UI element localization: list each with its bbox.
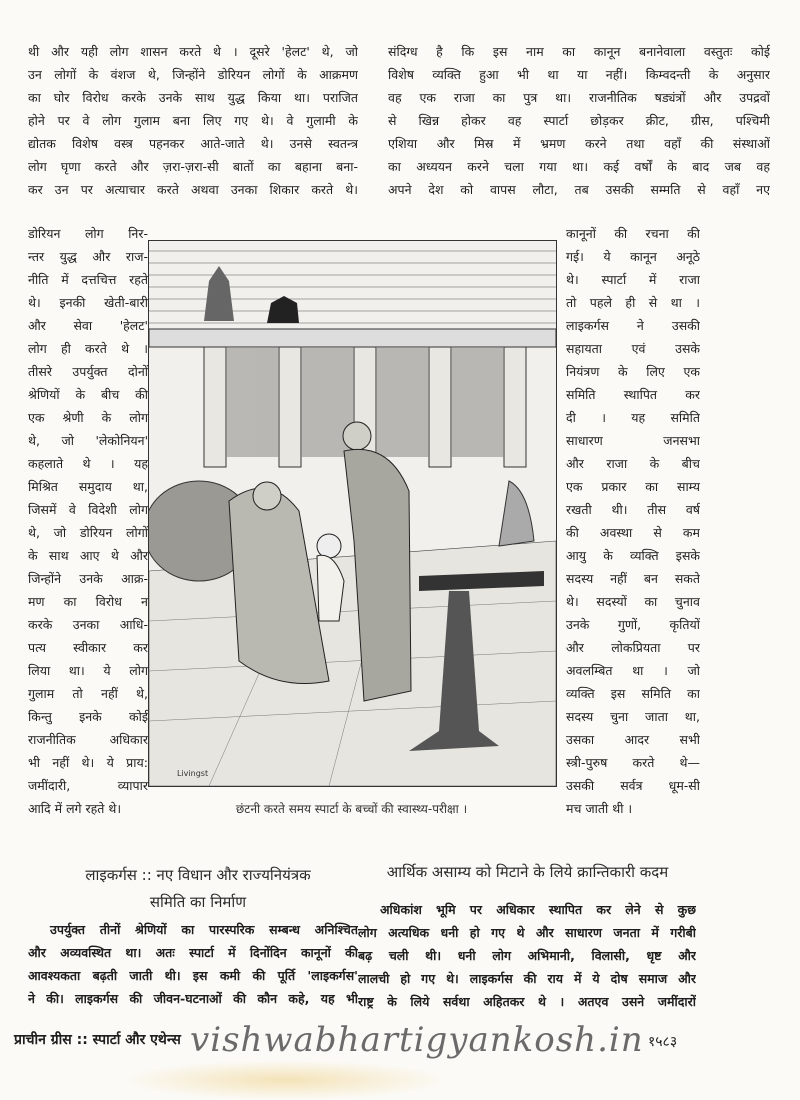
ship-silhouette [267,296,299,323]
text-line: जिसमें वे विदेशी लोग [28,502,148,517]
text-line: नियंत्रण के लिए एक [566,364,700,379]
text-line: सहायता एवं उसके [566,341,700,356]
text-line: होने पर वे लोग गुलाम बना लिए गए थे। वे गुलामी के [28,113,358,128]
text-line: उन लोगों के वंशज थे, जिन्होंने डोरियन लोगों के आक्रमण [28,67,358,82]
text-line: की अवस्था से कम [566,525,700,540]
text-line: अधिकांश भूमि पर अधिकार स्थापित कर लेने से कुछ [380,902,696,917]
text-line: एक प्रकार का साम्य [566,479,700,494]
right-column-text [566,222,700,820]
heading-line-2: समिति का निर्माण [149,893,247,911]
text-line: कहलाते थे । यह [28,456,148,471]
text-line: लालची हो गए थे। लाइकर्गस की राय में ये दोष समाज और [358,971,696,986]
text-line: तीसरे उपर्युक्त दोनों [28,364,148,379]
text-line: समिति स्थापित कर [566,387,700,402]
text-line: अवलम्बित था । जो [566,663,700,678]
text-line: भी नहीं थे। ये प्राय: [28,755,148,770]
text-line: आवश्यकता बढ़ती जाती थी। इस कमी की पूर्ति 'लाइकर्गस' [28,968,358,983]
text-line: दी । यह समिति [566,410,700,425]
text-line: उपर्युक्त तीनों श्रेणियों का पारस्परिक सम्बन्ध अनिश्चित [50,922,358,937]
text-line: मच जाती थी । [566,801,633,816]
text-line: उनके गुणों, कृतियों [566,617,700,632]
illustration-spartan-children-health-inspection [148,240,557,787]
text-line: कर उन पर अत्याचार करते अथवा उनका शिकार करते थे। [28,182,358,197]
text-line: राजनीतिक अधिकार [28,732,148,747]
text-line: आयु के व्यक्ति इसके [566,548,700,563]
text-line: थे। सदस्यों का चुनाव [566,594,700,609]
text-line: थे। इनकी खेती-बारी [28,295,148,310]
text-line: एक श्रेणी के लोग [28,410,148,425]
text-line: थे, जो डोरियन लोगों [28,525,148,540]
text-line: नीति में दत्तचित्त रहते [28,272,148,287]
text-line: सदस्य चुना जाता था, [566,709,700,724]
text-line: श्रेणियों के बीच की [28,387,148,402]
text-line: और सेवा 'हेलट' [28,318,148,333]
text-line: स्त्री-पुरुष करते थे— [566,755,700,770]
text-line: का घोर विरोध करके उनके साथ युद्ध किया था। पराजित [28,90,358,105]
text-line: साधारण जनसभा [566,433,700,448]
text-line: जिन्होंने उनके आक्र- [28,571,148,586]
text-line: थे। स्पार्टा में राजा [566,272,700,287]
text-line: बढ़ चली थी। धनी लोग अभिमानी, विलासी, धृष्ट और [358,948,696,963]
text-line: द्योतक विशेष वस्त्र पहनकर आते-जाते थे। उनसे स्वतन्त्र [28,136,358,151]
text-line: पत्य स्वीकार कर [28,640,148,655]
heading-line-1: लाइकर्गस :: नए विधान और राज्यनियंत्रक [85,866,311,884]
text-line: जमींदारी, व्यापार [28,778,148,793]
page-number: १५८३ [648,1034,678,1050]
text-line: आदि में लगे रहते थे। [28,801,122,816]
paper-stain [120,1060,450,1100]
text-line: लाइकर्गस ने उसकी [566,318,700,333]
text-line: थी और यही लोग शासन करते थे । दूसरे 'हेलट' थे, जो [28,44,358,59]
text-line: उसका आदर सभी [566,732,700,747]
text-line: न्तर युद्ध और राज- [28,249,148,264]
text-line: के साथ आए थे और [28,548,148,563]
text-line: एशिया और मिस्र में भ्रमण करने तथा वहाँ की संस्थाओं [388,136,770,151]
text-line: वह एक राजा का पुत्र था। राजनीतिक षड्यंत्रों और उपद्रवों [388,90,770,105]
economic-reform-paragraph [358,898,696,1013]
text-line: मिश्रित समुदाय था, [28,479,148,494]
elder-figure [343,422,371,450]
lycurgus-paragraph [28,918,358,1010]
text-line: संदिग्ध है कि इस नाम का कानून बनानेवाला वस्तुतः कोई [388,44,770,59]
artist-signature: Livingst [177,769,209,778]
text-line: व्यक्ति इस समिति का [566,686,700,701]
text-line: और लोकप्रियता पर [566,640,700,655]
text-line: कानूनों की रचना की [566,226,700,241]
section-heading-lycurgus [28,862,368,916]
child-figure [317,534,341,558]
left-column-text [28,222,148,820]
text-line: गई। ये कानून अनूठे [566,249,700,264]
text-line: थे, जो 'लेकोनियन' [28,433,148,448]
text-line: किन्तु इनके कोई [28,709,148,724]
running-footer-title: प्राचीन ग्रीस :: स्पार्टा और एथेन्स [14,1032,181,1048]
temple-silhouette [204,266,234,321]
top-right-paragraph [388,40,770,201]
text-line: लोग ही करते थे । [28,341,148,356]
text-line: मण का विरोध न [28,594,148,609]
section-heading-economic-reform: आर्थिक असाम्य को मिटाने के लिये क्रान्तिकारी कदम [386,863,669,881]
text-line: से खिन्न होकर वह स्पार्टा छोड़कर क्रीट, ग्रीस, पश्चिमी [388,113,770,128]
text-line: लिया था। ये लोग [28,663,148,678]
text-line: रखती थी। तीस वर्ष [566,502,700,517]
text-line: और राजा के बीच [566,456,700,471]
text-line: विशेष व्यक्ति हुआ भी था या नहीं। किम्वदन्ती के अनुसार [388,67,770,82]
text-line: सदस्य नहीं बन सकते [566,571,700,586]
figure-caption: छंटनी करते समय स्पार्टा के बच्चों की स्वास्थ्य-परीक्षा । [235,802,468,816]
text-line: डोरियन लोग निर- [28,226,148,241]
text-line: तो पहले ही से था । [566,295,700,310]
text-line: का अध्ययन करने चला गया था। कई वर्षों के बाद जब वह [388,159,770,174]
text-line: गुलाम तो नहीं थे, [28,686,148,701]
text-line: लोग घृणा करते और ज़रा-ज़रा-सी बातों का बहाना बना- [28,159,358,174]
text-line: और अव्यवस्थित था। अतः स्पार्टा में दिनोंदिन कानूनों की [28,945,358,960]
text-line: राष्ट्र के लिये सर्वथा अहितकर थे । अतएव उसने जमींदारों [358,994,696,1009]
illustration-drawing [149,241,556,786]
watermark: vishwabhartigyankosh.in [190,1020,644,1060]
text-line: करके उनका आधि- [28,617,148,632]
text-line: अपने देश को वापस लौटा, तब उसकी सम्मति से वहाँ नए [388,182,770,197]
top-left-paragraph [28,40,358,201]
text-line: उसकी सर्वत्र धूम-सी [566,778,700,793]
text-line: ने की। लाइकर्गस की जीवन-घटनाओं की कौन कहे, यह भी [28,991,358,1006]
text-line: लोग अत्यधिक धनी हो गए थे और साधारण जनता में गरीबी [358,925,696,940]
